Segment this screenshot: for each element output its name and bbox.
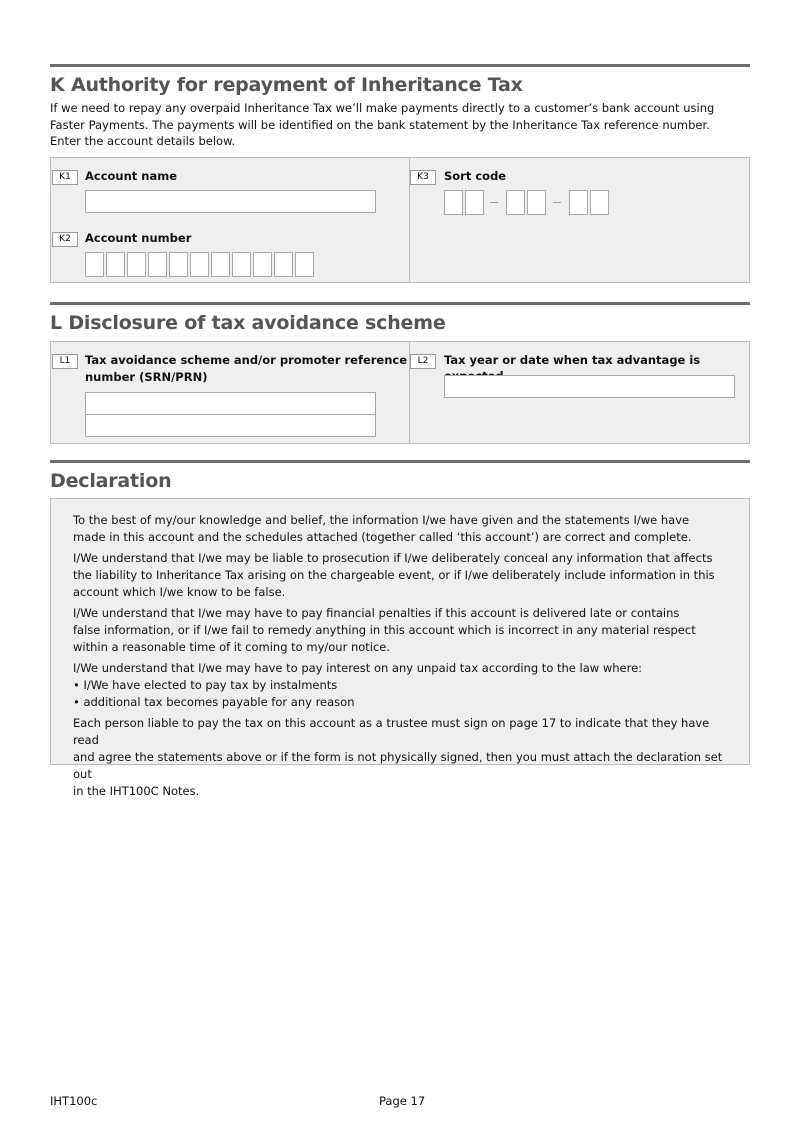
bullet-item: • additional tax becomes payable for any reason bbox=[73, 695, 355, 709]
intro-line: If we need to repay any overpaid Inheritance Tax we’ll make payments directly to a customer’s bank account using bbox=[50, 101, 715, 115]
account-number-digit[interactable] bbox=[253, 252, 272, 277]
tax-year-input[interactable] bbox=[444, 375, 735, 398]
declaration-paragraph: I/We understand that I/we may have to pay interest on any unpaid tax according to the law where: • I/We have elected to pay tax by instalments • additional tax becomes payable for any reason bbox=[73, 661, 643, 709]
account-number-digit[interactable] bbox=[274, 252, 293, 277]
field-badge-k2: K2 bbox=[52, 232, 78, 247]
declaration-panel bbox=[50, 498, 750, 798]
bullet-item: • I/We have elected to pay tax by instalments bbox=[73, 678, 338, 692]
declaration-rule bbox=[50, 460, 750, 463]
form-code: IHT100c bbox=[50, 1094, 98, 1108]
section-k-title: K Authority for repayment of Inheritance Tax bbox=[50, 74, 523, 96]
tax-avoidance-panel bbox=[50, 341, 750, 444]
sort-code-digit[interactable] bbox=[527, 190, 546, 215]
sort-code-label: Sort code bbox=[444, 169, 507, 183]
declaration-paragraph: I/We understand that I/we may be liable to prosecution if I/we deliberately conceal any information that affects the liability to Inheritance Tax arising on the chargeable event, or if I/we deliberately include information in this account which I/we know to be false. bbox=[73, 551, 715, 599]
account-number-label: Account number bbox=[85, 231, 192, 245]
section-k-rule bbox=[50, 64, 750, 67]
field-badge-k3: K3 bbox=[410, 170, 436, 185]
sort-code-dash bbox=[490, 202, 498, 203]
intro-line: Enter the account details below. bbox=[50, 134, 236, 148]
declaration-title: Declaration bbox=[50, 470, 172, 492]
scheme-reference-input-1[interactable] bbox=[85, 392, 376, 415]
account-number-digit[interactable] bbox=[190, 252, 209, 277]
account-number-digit[interactable] bbox=[232, 252, 251, 277]
account-number-digit[interactable] bbox=[127, 252, 146, 277]
account-name-label: Account name bbox=[85, 169, 178, 183]
bank-details-panel bbox=[50, 157, 750, 283]
declaration-paragraph: To the best of my/our knowledge and belief, the information I/we have given and the statements I/we have made in this account and the schedules attached (together called ‘this account’) are correct and complete. bbox=[73, 513, 692, 544]
page-number: Page 17 bbox=[379, 1094, 426, 1108]
scheme-reference-label-line2: number (SRN/PRN) bbox=[85, 370, 208, 384]
section-k-intro bbox=[50, 100, 750, 150]
scheme-reference-label-line1: Tax avoidance scheme and/or promoter reference bbox=[85, 353, 408, 367]
section-l-title: L Disclosure of tax avoidance scheme bbox=[50, 312, 446, 334]
account-name-input[interactable] bbox=[85, 190, 376, 213]
section-l-rule bbox=[50, 302, 750, 305]
sort-code-digit[interactable] bbox=[590, 190, 609, 215]
declaration-paragraph: I/We understand that I/we may have to pay financial penalties if this account is delivered late or contains false information, or if I/we fail to remedy anything in this account which is incorrect in any material respect within a reasonable time of it coming to my/our notice. bbox=[73, 606, 696, 654]
account-number-digit[interactable] bbox=[85, 252, 104, 277]
intro-line: Faster Payments. The payments will be identified on the bank statement by the Inheritance Tax reference number. bbox=[50, 117, 710, 132]
account-number-digit[interactable] bbox=[169, 252, 188, 277]
sort-code-digit[interactable] bbox=[465, 190, 484, 215]
scheme-reference-input-2[interactable] bbox=[85, 414, 376, 437]
field-badge-l2: L2 bbox=[410, 354, 436, 369]
account-number-digit[interactable] bbox=[295, 252, 314, 277]
sort-code-digit[interactable] bbox=[444, 190, 463, 215]
field-badge-k1: K1 bbox=[52, 170, 78, 185]
declaration-paragraph: Each person liable to pay the tax on this account as a trustee must sign on page 17 to indicate that they have read and agree the statements above or if the form is not physically signed, then you must attach the declaration set out in the IHT100C Notes. bbox=[73, 716, 723, 798]
sort-code-dash bbox=[553, 202, 561, 203]
tax-year-label: Tax year or date when tax advantage is bbox=[444, 353, 701, 367]
account-number-digit[interactable] bbox=[106, 252, 125, 277]
sort-code-digit[interactable] bbox=[569, 190, 588, 215]
account-number-digit[interactable] bbox=[148, 252, 167, 277]
sort-code-digit[interactable] bbox=[506, 190, 525, 215]
field-badge-l1: L1 bbox=[52, 354, 78, 369]
account-number-digit[interactable] bbox=[211, 252, 230, 277]
